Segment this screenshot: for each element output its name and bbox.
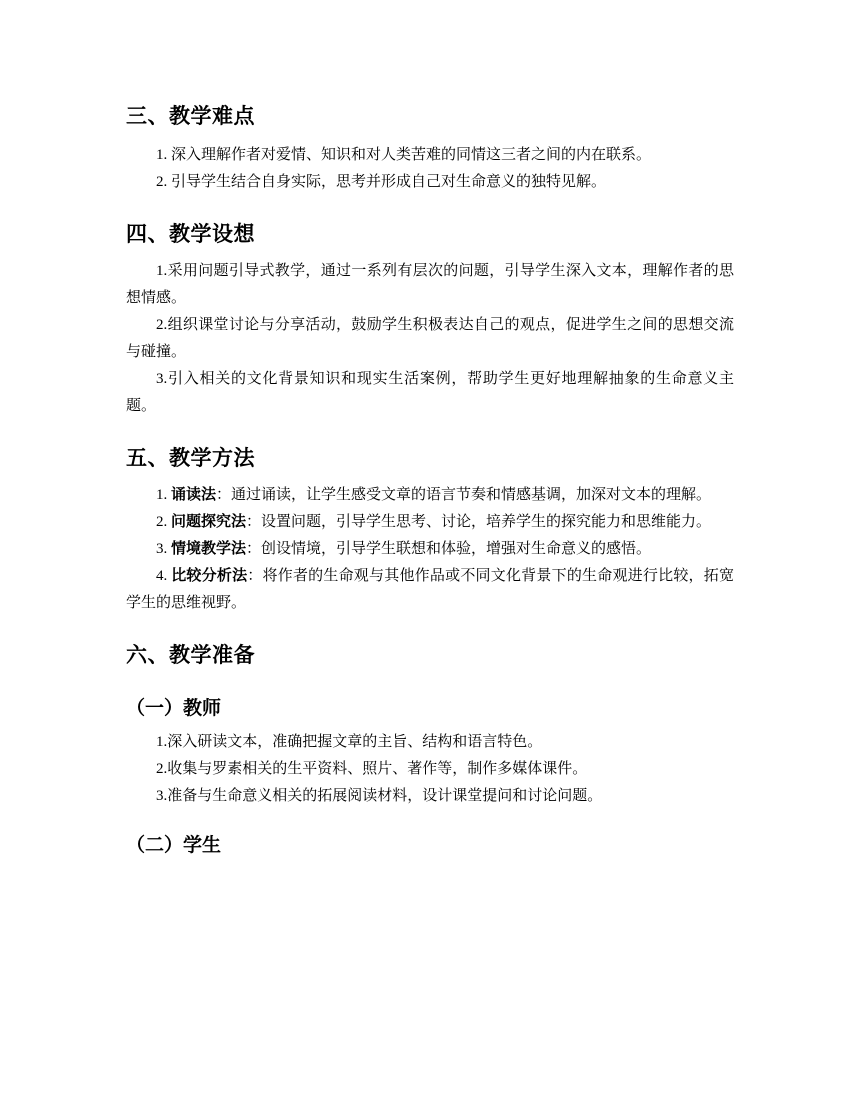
teacher-item-2: 2.收集与罗素相关的生平资料、照片、著作等，制作多媒体课件。 xyxy=(156,761,588,777)
section-heading-preparation: 六、教学准备 xyxy=(126,643,255,667)
design-item-1: 1.采用问题引导式教学，通过一系列有层次的问题，引导学生深入文本，理解作者的思想情感。 xyxy=(126,263,734,306)
method-item-2 xyxy=(126,509,734,536)
section-heading-design: 四、教学设想 xyxy=(126,222,255,246)
method-item-number: 2. xyxy=(156,514,171,530)
method-item-3 xyxy=(126,536,734,563)
method-item-number: 4. xyxy=(156,568,172,584)
subsection-heading-teacher: （一）教师 xyxy=(126,697,222,719)
design-item-3: 3.引入相关的文化背景知识和现实生活案例，帮助学生更好地理解抽象的生命意义主题。 xyxy=(126,371,734,414)
teacher-item-1: 1.深入研读文本，准确把握文章的主旨、结构和语言特色。 xyxy=(156,734,543,750)
method-item-text: ：设置问题，引导学生思考、讨论，培养学生的探究能力和思维能力。 xyxy=(246,514,712,530)
section-heading-difficulties: 三、教学难点 xyxy=(126,104,255,128)
document-body xyxy=(126,98,734,862)
difficulty-item-2: 2. 引导学生结合自身实际，思考并形成自己对生命意义的独特见解。 xyxy=(156,174,607,190)
difficulty-item-1: 1. 深入理解作者对爱情、知识和对人类苦难的同情这三者之间的内在联系。 xyxy=(156,147,652,163)
method-item-text: ：通过诵读，让学生感受文章的语言节奏和情感基调，加深对文本的理解。 xyxy=(216,487,712,503)
method-item-number: 3. xyxy=(156,541,171,557)
method-item-number: 1. xyxy=(156,487,171,503)
method-item-term: 问题探究法 xyxy=(171,514,247,530)
method-item-term: 比较分析法 xyxy=(171,568,248,584)
method-item-text: ：将作者的生命观与其他作品或不同文化背景下的生命观进行比较，拓宽学生的思维视野。 xyxy=(126,568,734,611)
method-item-text: ：创设情境，引导学生联想和体验，增强对生命意义的感悟。 xyxy=(246,541,652,557)
design-item-2: 2.组织课堂讨论与分享活动，鼓励学生积极表达自己的观点，促进学生之间的思想交流与碰撞。 xyxy=(126,317,734,360)
method-item-term: 情境教学法 xyxy=(171,541,247,557)
subsection-heading-student: （二）学生 xyxy=(126,834,222,856)
method-item-4 xyxy=(126,563,734,617)
teacher-item-3: 3.准备与生命意义相关的拓展阅读材料，设计课堂提问和讨论问题。 xyxy=(156,788,603,804)
method-item-1 xyxy=(126,482,734,509)
method-item-term: 诵读法 xyxy=(171,487,217,503)
section-heading-methods: 五、教学方法 xyxy=(126,446,255,470)
